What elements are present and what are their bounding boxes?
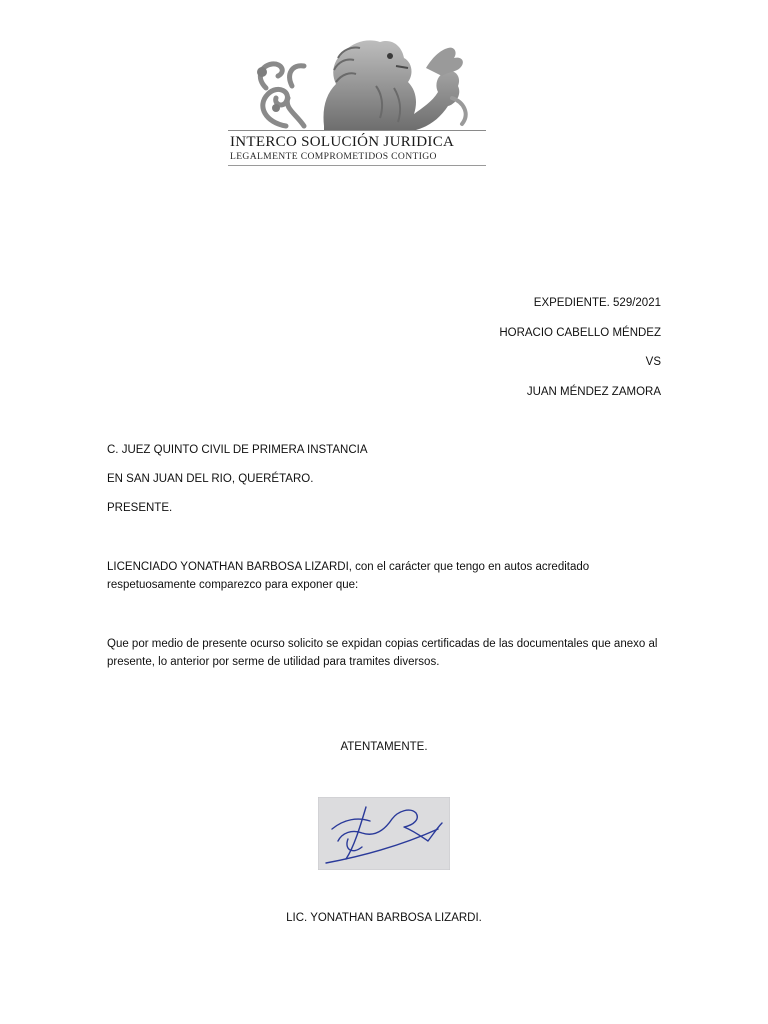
- handwritten-signature: [318, 797, 450, 870]
- addressee-block: [107, 443, 368, 530]
- signer-name: LIC. YONATHAN BARBOSA LIZARDI.: [286, 912, 482, 924]
- addressee-line: C. JUEZ QUINTO CIVIL DE PRIMERA INSTANCIA: [107, 444, 368, 456]
- firm-logo: [226, 28, 488, 170]
- body-paragraph: LICENCIADO YONATHAN BARBOSA LIZARDI, con el carácter que tengo en autos acreditado respetuosamente comparezco para exponer que:: [107, 561, 590, 591]
- closing-salutation: ATENTAMENTE.: [340, 741, 428, 753]
- addressee-line: PRESENTE.: [107, 502, 173, 514]
- body-paragraph: Que por medio de presente ocurso solicito se expidan copias certificadas de las documentales que anexo al presente, lo anterior por serme de utilidad para tramites diversos.: [107, 638, 658, 668]
- case-header: [499, 296, 661, 414]
- logo-divider: [228, 130, 486, 131]
- plaintiff-name: HORACIO CABELLO MÉNDEZ: [499, 326, 661, 339]
- logo-divider: [228, 165, 486, 166]
- addressee-line: EN SAN JUAN DEL RIO, QUERÉTARO.: [107, 473, 314, 485]
- versus-label: VS: [645, 356, 661, 368]
- lion-emblem-icon: [226, 28, 488, 132]
- firm-name: INTERCO SOLUCIÓN JURIDICA: [230, 134, 455, 150]
- firm-tagline: LEGALMENTE COMPROMETIDOS CONTIGO: [230, 151, 437, 162]
- case-number: EXPEDIENTE. 529/2021: [533, 297, 661, 309]
- defendant-name: JUAN MÉNDEZ ZAMORA: [526, 385, 661, 398]
